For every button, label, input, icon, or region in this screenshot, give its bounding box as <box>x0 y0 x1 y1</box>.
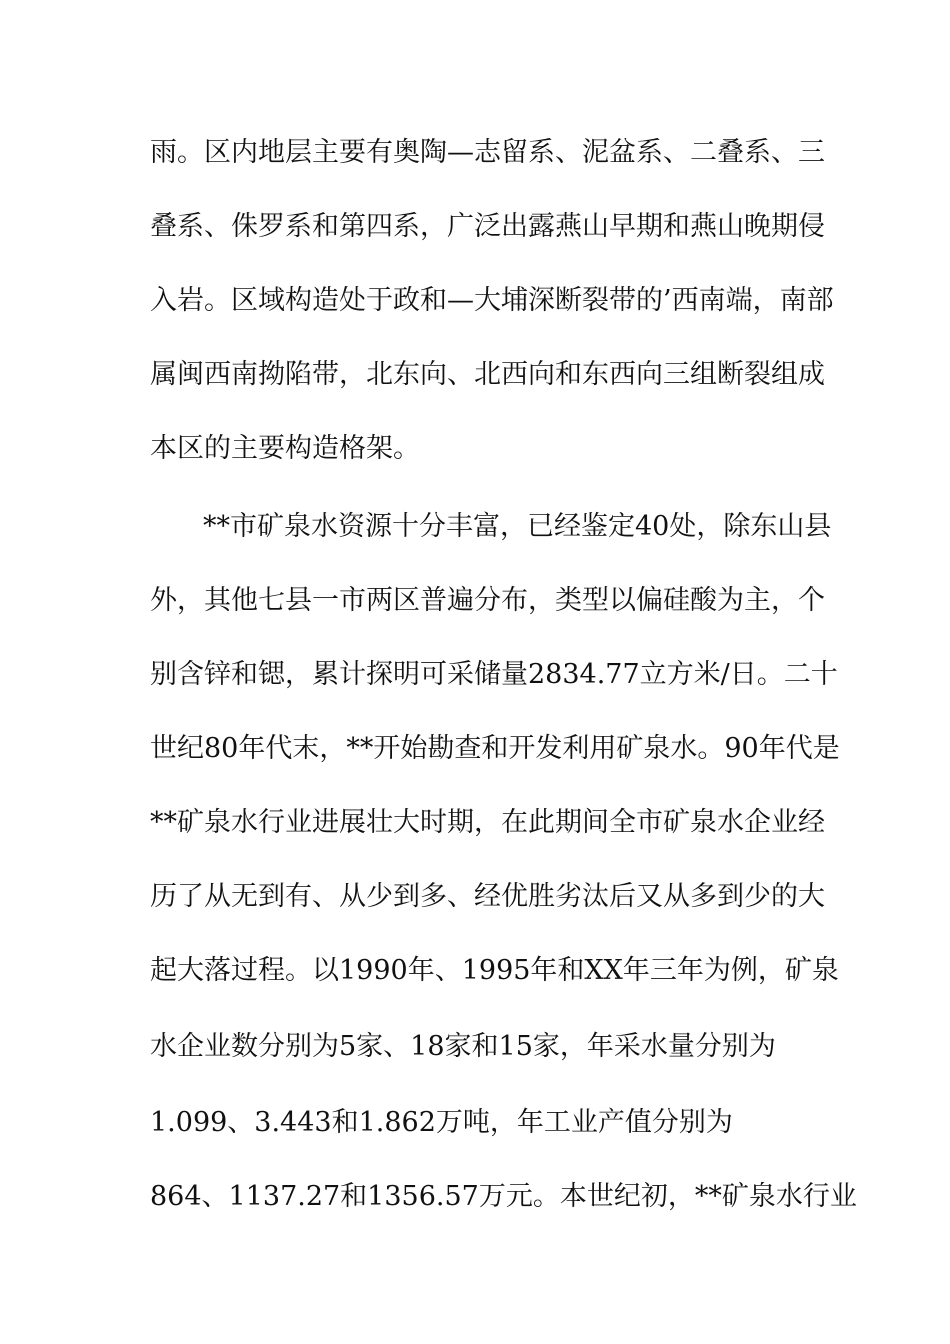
paragraph-1-line-3: 入岩。区域构造处于政和—大埔深断裂带的’西南端，南部 <box>150 285 834 316</box>
paragraph-1-line-1: 雨。区内地层主要有奥陶—志留系、泥盆系、二叠系、三 <box>150 137 825 168</box>
paragraph-2-line-8: 水企业数分别为5家、18家和15家，年采水量分别为 <box>150 1031 776 1062</box>
paragraph-1-line-2: 叠系、侏罗系和第四系，广泛出露燕山早期和燕山晚期侵 <box>150 211 825 242</box>
paragraph-2-line-5: **矿泉水行业进展壮大时期，在此期间全市矿泉水企业经 <box>150 807 825 838</box>
paragraph-1-line-5: 本区的主要构造格架。 <box>150 433 420 464</box>
paragraph-2-line-6: 历了从无到有、从少到多、经优胜劣汰后又从多到少的大 <box>150 881 825 912</box>
paragraph-2-line-9: 1.099、3.443和1.862万吨，年工业产值分别为 <box>150 1107 733 1138</box>
paragraph-2-line-10: 864、1137.27和1356.57万元。本世纪初，**矿泉水行业 <box>150 1181 857 1212</box>
paragraph-2-line-4: 世纪80年代末，**开始勘查和开发利用矿泉水。90年代是 <box>150 733 840 764</box>
paragraph-2-line-7: 起大落过程。以1990年、1995年和XX年三年为例，矿泉 <box>150 955 839 986</box>
paragraph-2-line-1: **市矿泉水资源十分丰富，已经鉴定40处，除东山县 <box>203 511 832 542</box>
paragraph-1-line-4: 属闽西南拗陷带，北东向、北西向和东西向三组断裂组成 <box>150 359 825 390</box>
paragraph-2-line-2: 外，其他七县一市两区普遍分布，类型以偏硅酸为主，个 <box>150 585 825 616</box>
paragraph-2-line-3: 别含锌和锶，累计探明可采储量2834.77立方米/日。二十 <box>150 659 838 690</box>
